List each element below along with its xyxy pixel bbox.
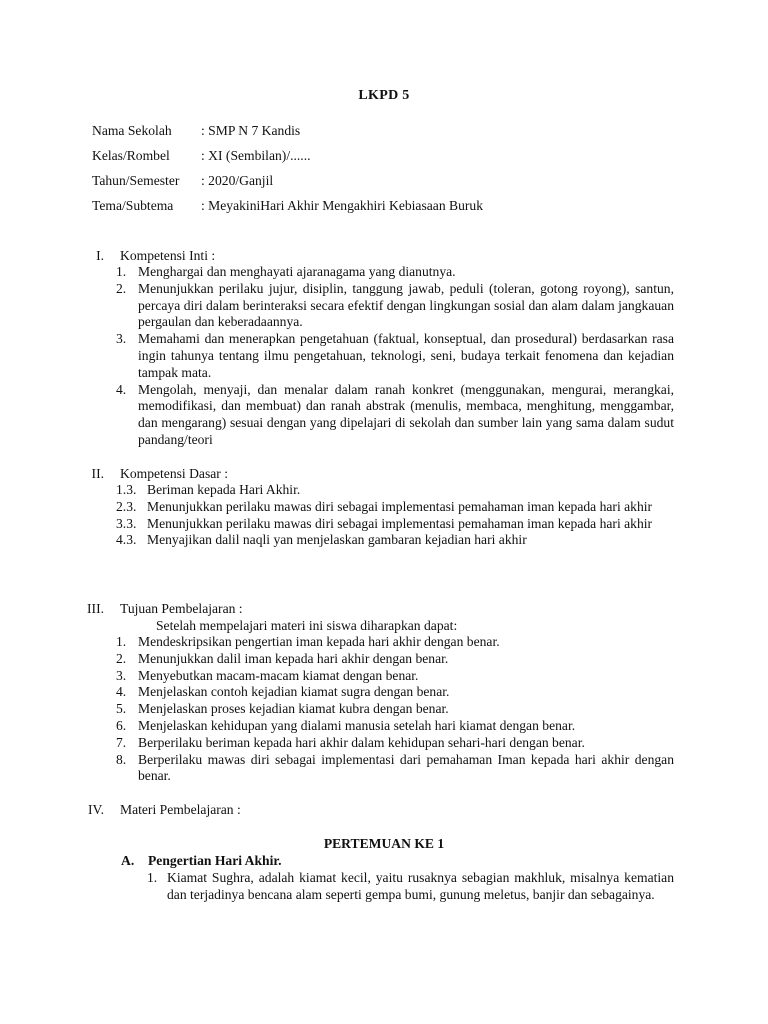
subsection-title: Pengertian Hari Akhir.	[148, 853, 282, 868]
info-value: : XI (Sembilan)/......	[201, 148, 311, 163]
info-row-theme	[92, 196, 483, 216]
section-number: I.	[96, 248, 104, 263]
section-number: IV.	[88, 802, 104, 817]
item-text: Menunjukkan dalil iman kepada hari akhir dengan benar.	[138, 650, 449, 666]
item-text: Beriman kepada Hari Akhir.	[147, 482, 301, 497]
item-number: 3.	[116, 667, 127, 683]
section-heading-kompetensi-inti	[78, 247, 678, 264]
item-number: 1.	[116, 634, 127, 649]
list-item	[116, 516, 674, 533]
item-text: Menunjukkan perilaku mawas diri sebagai implementasi pemahaman iman kepada hari akhir	[147, 515, 653, 531]
subsection-letter: A.	[121, 853, 135, 868]
list-item	[116, 532, 674, 549]
list-item	[116, 482, 674, 499]
item-text: Menjelaskan kehidupan yang dialami manusia setelah hari kiamat dengan benar.	[138, 717, 576, 733]
info-value: : 2020/Ganjil	[201, 173, 274, 188]
section-number: II.	[91, 466, 104, 481]
info-row-year	[92, 171, 273, 191]
info-value: : MeyakiniHari Akhir Mengakhiri Kebiasaan Buruk	[201, 198, 484, 213]
item-text: Berperilaku mawas diri sebagai implementasi dari pemahaman Iman kepada hari akhir dengan benar.	[138, 751, 674, 784]
item-number: 2.	[116, 280, 127, 296]
item-text: Menunjukkan perilaku mawas diri sebagai implementasi pemahaman iman kepada hari akhir	[147, 498, 653, 514]
item-number: 1.	[147, 870, 158, 885]
list-item	[116, 634, 674, 651]
info-value: : SMP N 7 Kandis	[201, 123, 301, 138]
section-heading-tujuan-pembelajaran	[78, 600, 678, 617]
item-number: 3.	[116, 331, 127, 347]
item-text: Menjelaskan proses kejadian kiamat kubra dengan benar.	[138, 701, 449, 717]
item-number: 2.3.	[116, 498, 137, 514]
item-text: Berperilaku beriman kepada hari akhir dalam kehidupan sehari-hari dengan benar.	[138, 734, 585, 750]
item-text: Mendeskripsikan pengertian iman kepada hari akhir dengan benar.	[138, 634, 500, 649]
section-title: Kompetensi Dasar :	[120, 466, 228, 481]
info-label: Kelas/Rombel	[92, 148, 170, 163]
kompetensi-inti-list	[116, 264, 674, 449]
section-intro: Setelah mempelajari materi ini siswa diharapkan dapat:	[156, 618, 458, 633]
item-text: Kiamat Sughra, adalah kiamat kecil, yaitu rusaknya sebagian makhluk, misalnya kematian dan terjadinya bencana alam seperti gempa bumi, gunung meletus, banjir dan sebagainya.	[167, 870, 674, 903]
list-item	[116, 752, 674, 786]
item-number: 8.	[116, 751, 127, 767]
item-text: Menghargai dan menghayati ajaranagama yang dianutnya.	[138, 264, 456, 279]
list-item	[116, 651, 674, 668]
list-item	[116, 281, 674, 331]
tujuan-pembelajaran-list	[116, 634, 674, 785]
item-number: 4.3.	[116, 532, 137, 548]
list-item	[116, 264, 674, 281]
info-label: Nama Sekolah	[92, 123, 172, 138]
section-number: III.	[87, 601, 104, 616]
item-number: 1.	[116, 264, 127, 279]
list-item	[116, 684, 674, 701]
item-text: Menyajikan dalil naqli yan menjelaskan gambaran kejadian hari akhir	[147, 532, 527, 548]
item-number: 5.	[116, 701, 127, 717]
item-number: 6.	[116, 717, 127, 733]
item-number: 4.	[116, 684, 127, 700]
subsection-heading	[121, 852, 282, 870]
list-item	[116, 718, 674, 735]
item-number: 2.	[116, 650, 127, 666]
section-title: Tujuan Pembelajaran :	[120, 601, 243, 616]
list-item	[116, 701, 674, 718]
item-number: 4.	[116, 381, 127, 397]
item-number: 7.	[116, 734, 127, 750]
item-number: 1.3.	[116, 482, 137, 497]
kompetensi-dasar-list	[116, 482, 674, 549]
list-item	[116, 331, 674, 381]
item-text: Menjelaskan contoh kejadian kiamat sugra dengan benar.	[138, 684, 450, 700]
list-item	[147, 869, 674, 903]
info-row-school	[92, 121, 300, 141]
list-item	[116, 668, 674, 685]
meeting-list	[147, 869, 674, 903]
section-title: Kompetensi Inti :	[120, 248, 216, 263]
document-title: LKPD 5	[358, 88, 410, 103]
item-text: Menyebutkan macam-macam kiamat dengan benar.	[138, 667, 419, 683]
item-text: Memahami dan menerapkan pengetahuan (faktual, konseptual, dan prosedural) berdasarkan rasa ingin tahunya tentang ilmu pengetahuan, teknologi, seni, budaya terkait fenomena dan kejadian tampak mata.	[138, 331, 674, 380]
item-number: 3.3.	[116, 515, 137, 531]
section-heading-kompetensi-dasar	[78, 465, 678, 482]
info-label: Tahun/Semester	[92, 173, 180, 188]
list-item	[116, 499, 674, 516]
info-label: Tema/Subtema	[92, 198, 174, 213]
item-text: Mengolah, menyaji, dan menalar dalam ranah konkret (menggunakan, mengurai, merangkai, memodifikasi, dan membuat) dan ranah abstrak (menulis, membaca, menghitung, menggambar, dan mengarang) sesuai dengan yang dipelajari di sekolah dan sumber lain yang sama dalam sudut pandang/teori	[138, 381, 674, 447]
item-text: Menunjukkan perilaku jujur, disiplin, tanggung jawab, peduli (toleran, gotong royong), santun, percaya diri dalam berinteraksi secara efektif dengan lingkungan sosial dan alam dalam jangkauan pergaulan dan keberadaannya.	[138, 280, 674, 330]
info-row-class	[92, 146, 311, 166]
list-item	[116, 382, 674, 449]
section-heading-materi-pembelajaran	[78, 801, 678, 818]
meeting-title: PERTEMUAN KE 1	[323, 836, 445, 851]
list-item	[116, 735, 674, 752]
section-title: Materi Pembelajaran :	[120, 802, 241, 817]
